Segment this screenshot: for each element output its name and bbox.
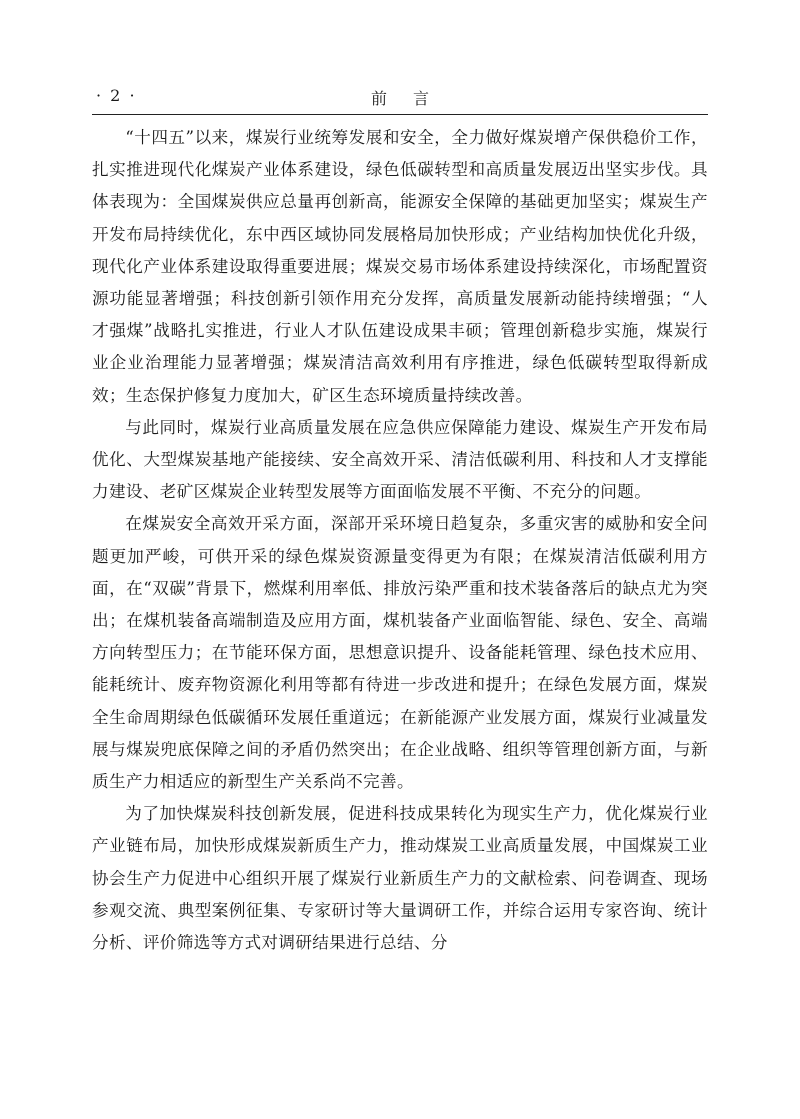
paragraph-2: 与此同时，煤炭行业高质量发展在应急供应保障能力建设、煤炭生产开发布局优化、大型煤炭基地产能接续、安全高效开采、清洁低碳利用、科技和人才支撑能力建设、老矿区煤炭企业转型发展等方面面临发展不平衡、不充分的问题。 <box>92 417 708 502</box>
paragraph-4: 为了加快煤炭科技创新发展，促进科技成果转化为现实生产力，优化煤炭行业产业链布局，加快形成煤炭新质生产力，推动煤炭工业高质量发展，中国煤炭工业协会生产力促进中心组织开展了煤炭行业新质生产力的文献检索、问卷调查、现场参观交流、典型案例征集、专家研讨等大量调研工作，并综合运用专家咨询、统计分析、评价筛选等方式对调研结果进行总结、分 <box>92 804 708 953</box>
body-text <box>92 122 708 959</box>
header-rule <box>92 114 708 115</box>
running-title: 前言 <box>370 89 455 108</box>
paragraph-3: 在煤炭安全高效开采方面，深部开采环境日趋复杂，多重灾害的威胁和安全问题更加严峻，可供开采的绿色煤炭资源量变得更为有限；在煤炭清洁低碳利用方面，在“双碳”背景下，燃煤利用率低、排放污染严重和技术装备落后的缺点尤为突出；在煤机装备高端制造及应用方面，煤机装备产业面临智能、绿色、安全、高端方向转型压力；在节能环保方面，思想意识提升、设备能耗管理、绿色技术应用、能耗统计、废弃物资源化利用等都有待进一步改进和提升；在绿色发展方面，煤炭全生命周期绿色低碳循环发展任重道远；在新能源产业发展方面，煤炭行业减量发展与煤炭兜底保障之间的矛盾仍然突出；在企业战略、组织等管理创新方面，与新质生产力相适应的新型生产关系尚不完善。 <box>92 514 708 792</box>
paragraph-1: “十四五”以来，煤炭行业统筹发展和安全，全力做好煤炭增产保供稳价工作，扎实推进现代化煤炭产业体系建设，绿色低碳转型和高质量发展迈出坚实步伐。具体表现为：全国煤炭供应总量再创新高，能源安全保障的基础更加坚实；煤炭生产开发布局持续优化，东中西区域协同发展格局加快形成；产业结构加快优化升级，现代化产业体系建设取得重要进展；煤炭交易市场体系建设持续深化，市场配置资源功能显著增强；科技创新引领作用充分发挥，高质量发展新动能持续增强；“人才强煤”战略扎实推进，行业人才队伍建设成果丰硕；管理创新稳步实施，煤炭行业企业治理能力显著增强；煤炭清洁高效利用有序推进，绿色低碳转型取得新成效；生态保护修复力度加大，矿区生态环境质量持续改善。 <box>92 128 708 405</box>
page-number: · 2 · <box>96 86 137 105</box>
page-header <box>92 84 708 114</box>
